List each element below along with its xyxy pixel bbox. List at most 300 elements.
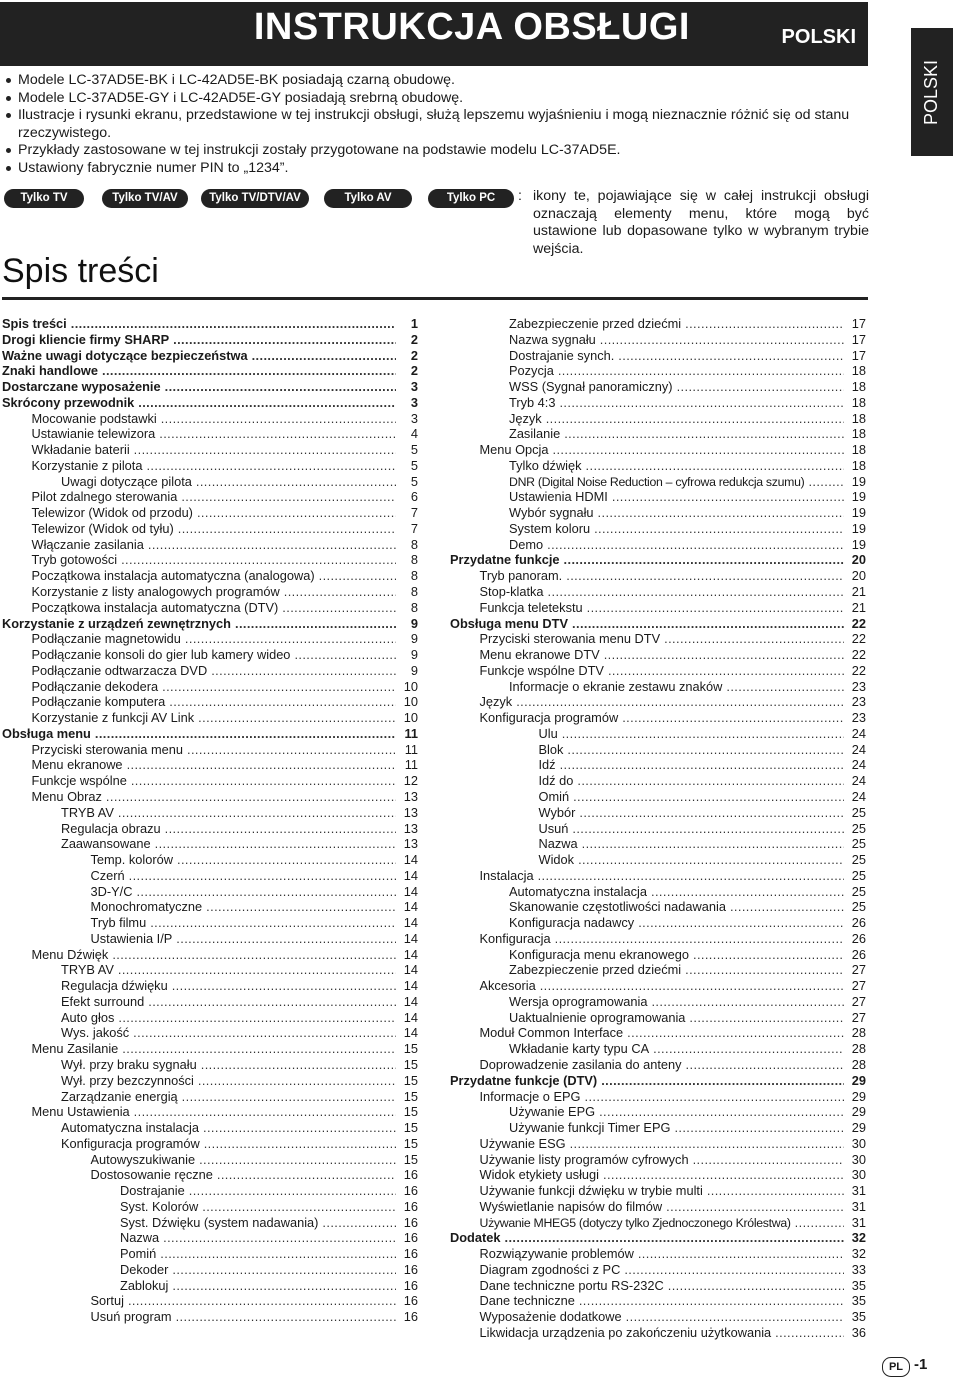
toc-entry-leader [677, 379, 844, 395]
toc-entry[interactable] [450, 505, 866, 521]
toc-entry[interactable] [450, 426, 866, 442]
toc-entry[interactable] [2, 994, 418, 1010]
toc-entry-title: Demo [509, 536, 544, 552]
toc-entry-title: Widok etykiety usługi [479, 1167, 599, 1183]
toc-entry-leader [579, 805, 844, 821]
toc-entry[interactable] [2, 1136, 418, 1152]
toc-entry-title: Menu ekranowe DTV [479, 647, 600, 663]
toc-entry[interactable] [450, 1215, 866, 1231]
badge-av-only: Tylko AV [324, 189, 412, 208]
toc-entry-title: Blok [538, 741, 564, 757]
toc-entry[interactable] [2, 789, 418, 805]
toc-entry[interactable] [2, 915, 418, 931]
toc-entry[interactable] [450, 773, 866, 789]
toc-entry-page: 31 [851, 1183, 866, 1199]
toc-entry[interactable] [2, 1057, 418, 1073]
toc-entry-leader [668, 1278, 844, 1294]
toc-entry[interactable] [450, 1183, 866, 1199]
toc-entry-leader [693, 1152, 844, 1168]
toc-entry[interactable] [2, 395, 418, 411]
toc-entry-page: 30 [851, 1135, 866, 1151]
toc-entry[interactable] [2, 1152, 418, 1168]
toc-entry-page: 22 [851, 647, 866, 663]
toc-entry[interactable] [2, 1167, 418, 1183]
toc-entry-leader [162, 679, 396, 695]
toc-entry[interactable] [450, 316, 866, 332]
toc-entry-leader [651, 994, 844, 1010]
badge-description: ikony te, pojawiające się w całej instrukcji obsługi oznaczają elementy menu, które mogą być ustawione lub dopasowane tylko w wybranym trybie wejścia. [533, 188, 869, 257]
toc-entry-page: 25 [851, 883, 866, 899]
toc-entry[interactable] [2, 962, 418, 978]
toc-entry-title: Informacje o EPG [479, 1088, 581, 1104]
toc-entry[interactable] [2, 884, 418, 900]
toc-entry[interactable] [2, 568, 418, 584]
toc-entry-page: 27 [851, 993, 866, 1009]
toc-entry-leader [161, 411, 396, 427]
toc-entry[interactable] [2, 474, 418, 490]
toc-entry[interactable] [2, 1010, 418, 1026]
toc-entry-leader [546, 411, 844, 427]
toc-entry-leader [131, 773, 396, 789]
toc-entry-title: Pozycja [509, 363, 554, 379]
toc-entry-title: Monochromatyczne [90, 899, 203, 915]
toc-entry-leader [548, 584, 844, 600]
toc-entry-leader [599, 1104, 844, 1120]
toc-entry-page: 25 [851, 820, 866, 836]
toc-entry-leader [572, 616, 844, 632]
toc-entry-title: Przydatne funkcje [450, 552, 560, 568]
toc-entry[interactable] [2, 616, 418, 632]
toc-entry[interactable] [2, 442, 418, 458]
toc-entry[interactable] [450, 710, 866, 726]
toc-entry[interactable] [450, 616, 866, 632]
toc-entry-title: Skrócony przewodnik [2, 394, 135, 410]
toc-entry[interactable] [450, 962, 866, 978]
toc-entry[interactable] [2, 1183, 418, 1199]
toc-entry-title: Uwagi dotyczące pilota [61, 473, 192, 489]
toc-entry[interactable] [450, 757, 866, 773]
toc-entry-title: Regulacja obrazu [61, 820, 161, 836]
toc-entry-title: Początkowa instalacja automatyczna (DTV) [31, 599, 279, 615]
toc-entry[interactable] [2, 1025, 418, 1041]
toc-entry[interactable] [2, 726, 418, 742]
toc-entry-title: Ulu [538, 725, 558, 741]
toc-entry[interactable] [450, 332, 866, 348]
toc-entry-title: Dostrajanie synch. [509, 347, 615, 363]
toc-entry-title: Dostrajanie [120, 1183, 185, 1199]
toc-entry[interactable] [2, 1278, 418, 1294]
toc-entry-leader [626, 1309, 844, 1325]
toc-entry-leader [624, 1262, 844, 1278]
toc-entry[interactable] [2, 584, 418, 600]
toc-entry-page: 14 [403, 993, 418, 1009]
intro-note: Ustawiony fabrycznie numer PIN to „1234”. [6, 160, 870, 178]
toc-entry[interactable] [450, 1167, 866, 1183]
toc-entry-title: Uaktualnienie oprogramowania [509, 1009, 686, 1025]
toc-entry[interactable] [2, 1104, 418, 1120]
toc-entry-title: Dostosowanie ręczne [90, 1167, 213, 1183]
toc-entry-leader [540, 978, 844, 994]
toc-entry-title: Tryb filmu [90, 915, 147, 931]
toc-entry-page: 13 [403, 836, 418, 852]
toc-entry[interactable] [450, 1025, 866, 1041]
toc-entry[interactable] [2, 773, 418, 789]
badge-tv-only: Tylko TV [4, 189, 84, 208]
toc-entry[interactable] [450, 1293, 866, 1309]
toc-entry-title: DNR (Digital Noise Reduction – cyfrowa redukcja szumu) [509, 474, 805, 489]
toc-entry[interactable] [450, 1089, 866, 1105]
toc-entry[interactable] [2, 1199, 418, 1215]
toc-entry[interactable] [450, 789, 866, 805]
toc-left-column [2, 316, 418, 1325]
toc-entry[interactable] [2, 426, 418, 442]
toc-entry[interactable] [450, 442, 866, 458]
toc-entry-leader [598, 505, 844, 521]
toc-entry-leader [165, 379, 396, 395]
toc-entry-page: 25 [851, 836, 866, 852]
toc-entry[interactable] [450, 379, 866, 395]
page-number: -1 [914, 1356, 928, 1373]
toc-entry-leader [189, 1183, 396, 1199]
toc-entry-leader [160, 1246, 396, 1262]
toc-entry[interactable] [2, 1293, 418, 1309]
toc-entry[interactable] [2, 805, 418, 821]
toc-entry-title: System koloru [509, 520, 591, 536]
toc-entry[interactable] [2, 489, 418, 505]
toc-entry[interactable] [2, 947, 418, 963]
toc-entry[interactable] [2, 411, 418, 427]
toc-entry[interactable] [450, 679, 866, 695]
toc-entry[interactable] [450, 1136, 866, 1152]
toc-entry[interactable] [450, 1073, 866, 1089]
toc-entry-page: 16 [403, 1230, 418, 1246]
toc-entry-leader [201, 1057, 396, 1073]
toc-entry[interactable] [2, 710, 418, 726]
toc-entry-leader [148, 537, 396, 553]
toc-entry-title: Język [479, 694, 513, 710]
toc-entry[interactable] [450, 552, 866, 568]
toc-entry-title: Język [509, 410, 542, 426]
toc-entry-leader [594, 521, 844, 537]
toc-entry-page: 15 [403, 1056, 418, 1072]
toc-entry-title: Dane techniczne portu RS-232C [479, 1277, 664, 1293]
toc-entry-title: Usuń program [90, 1309, 172, 1325]
toc-entry-page: 18 [851, 379, 866, 395]
header-bar [0, 2, 868, 66]
toc-heading: Spis treści [2, 252, 159, 290]
toc-entry[interactable] [2, 978, 418, 994]
toc-entry[interactable] [450, 1325, 866, 1341]
toc-entry[interactable] [2, 663, 418, 679]
toc-entry-page: 27 [851, 978, 866, 994]
toc-entry-page: 11 [404, 757, 418, 773]
toc-entry-leader [172, 978, 396, 994]
toc-entry-title: Rozwiązywanie problemów [479, 1246, 634, 1262]
toc-entry-leader [693, 947, 844, 963]
toc-entry-title: Menu Obraz [31, 788, 102, 804]
toc-entry-page: 14 [403, 930, 418, 946]
toc-entry[interactable] [2, 631, 418, 647]
toc-entry-title: Dekoder [120, 1261, 169, 1277]
toc-entry[interactable] [2, 316, 418, 332]
toc-entry-leader [622, 710, 844, 726]
toc-entry[interactable] [450, 474, 866, 490]
toc-entry[interactable] [450, 947, 866, 963]
toc-entry[interactable] [450, 978, 866, 994]
toc-entry[interactable] [2, 1309, 418, 1325]
toc-entry-title: Funkcje wspólne DTV [479, 662, 604, 678]
toc-entry-title: Menu Ustawienia [31, 1104, 130, 1120]
toc-entry[interactable] [450, 537, 866, 553]
toc-entry-page: 16 [403, 1261, 418, 1277]
toc-entry[interactable] [450, 1152, 866, 1168]
toc-entry-title: Skanowanie częstotliwości nadawania [509, 899, 726, 915]
toc-entry[interactable] [450, 647, 866, 663]
toc-entry-title: Spis treści [2, 316, 67, 331]
toc-entry-title: Używanie funkcji dźwięku w trybie multi [479, 1183, 703, 1199]
toc-entry-page: 13 [403, 820, 418, 836]
toc-entry[interactable] [2, 537, 418, 553]
toc-entry[interactable] [2, 852, 418, 868]
toc-entry[interactable] [450, 489, 866, 505]
toc-entry[interactable] [450, 1262, 866, 1278]
badge-tv-av-only: Tylko TV/AV [102, 189, 188, 208]
toc-entry-title: Menu Zasilanie [31, 1041, 119, 1057]
toc-entry-page: 13 [403, 788, 418, 804]
toc-entry-page: 31 [851, 1198, 866, 1214]
toc-entry[interactable] [2, 379, 418, 395]
toc-entry-title: Usuń [538, 820, 569, 836]
toc-entry-title: Widok [538, 852, 575, 868]
toc-entry-leader [627, 1025, 844, 1041]
toc-entry[interactable] [450, 884, 866, 900]
toc-entry[interactable] [2, 332, 418, 348]
toc-entry-leader [578, 852, 844, 868]
toc-entry-leader [185, 631, 396, 647]
toc-entry-title: Nazwa sygnału [509, 331, 596, 347]
toc-entry[interactable] [450, 1278, 866, 1294]
toc-entry-title: Zasilanie [509, 426, 561, 442]
toc-entry-title: Dostarczane wyposażenie [2, 379, 161, 395]
toc-entry-page: 28 [851, 1041, 866, 1057]
toc-entry-page: 2 [410, 363, 418, 379]
toc-entry[interactable] [2, 821, 418, 837]
toc-entry[interactable] [2, 757, 418, 773]
toc-entry[interactable] [2, 1246, 418, 1262]
toc-entry[interactable] [450, 568, 866, 584]
toc-entry-page: 14 [403, 1009, 418, 1025]
toc-entry[interactable] [450, 458, 866, 474]
toc-entry[interactable] [2, 1073, 418, 1089]
toc-entry[interactable] [2, 868, 418, 884]
toc-entry-page: 29 [851, 1120, 866, 1136]
toc-entry-leader [562, 726, 844, 742]
toc-entry[interactable] [2, 679, 418, 695]
toc-entry[interactable] [450, 1246, 866, 1262]
toc-entry-leader [282, 600, 396, 616]
toc-entry-page: 18 [851, 426, 866, 442]
toc-entry[interactable] [450, 663, 866, 679]
toc-entry[interactable] [450, 1104, 866, 1120]
toc-entry-title: Ważne uwagi dotyczące bezpieczeństwa [2, 347, 248, 363]
toc-entry-leader [118, 805, 396, 821]
toc-entry[interactable] [450, 1309, 866, 1325]
toc-entry-page: 30 [851, 1167, 866, 1183]
toc-entry[interactable] [450, 631, 866, 647]
toc-entry[interactable] [450, 805, 866, 821]
toc-entry-page: 16 [403, 1309, 418, 1325]
toc-entry[interactable] [450, 363, 866, 379]
toc-entry-page: 18 [851, 363, 866, 379]
toc-entry-leader [319, 568, 396, 584]
toc-entry[interactable] [2, 742, 418, 758]
toc-entry[interactable] [2, 348, 418, 364]
toc-entry[interactable] [450, 931, 866, 947]
toc-entry[interactable] [450, 1010, 866, 1026]
toc-entry[interactable] [450, 694, 866, 710]
toc-entry-title: Czerń [90, 867, 125, 883]
toc-entry-leader [808, 474, 844, 490]
toc-entry[interactable] [450, 726, 866, 742]
toc-entry-title: Wył. przy braku sygnału [61, 1056, 197, 1072]
language-side-tab [911, 28, 953, 156]
intro-note: Przykłady zastosowane w tej instrukcji zostały przygotowane na podstawie modelu LC-37AD5E. [6, 142, 870, 160]
toc-entry-page: 20 [851, 552, 866, 568]
toc-entry[interactable] [2, 505, 418, 521]
toc-entry-page: 31 [851, 1214, 866, 1230]
toc-entry-page: 24 [851, 741, 866, 757]
toc-entry-title: Zabezpieczenie przed dziećmi [509, 316, 682, 331]
toc-entry-leader [197, 505, 396, 521]
toc-entry-title: Automatyczna instalacja [61, 1120, 199, 1136]
toc-entry[interactable] [2, 1041, 418, 1057]
toc-entry[interactable] [450, 521, 866, 537]
toc-entry-leader [163, 1230, 396, 1246]
toc-entry[interactable] [450, 348, 866, 364]
toc-entry[interactable] [2, 458, 418, 474]
toc-entry[interactable] [450, 994, 866, 1010]
toc-entry[interactable] [450, 395, 866, 411]
toc-entry-leader [651, 884, 844, 900]
intro-notes-list [6, 72, 870, 177]
toc-entry-title: Zablokuj [120, 1277, 169, 1293]
toc-entry[interactable] [450, 899, 866, 915]
toc-entry[interactable] [450, 915, 866, 931]
toc-entry-leader [165, 821, 396, 837]
toc-entry-page: 24 [851, 788, 866, 804]
toc-entry-leader [577, 773, 844, 789]
toc-entry-page: 18 [851, 410, 866, 426]
toc-entry-title: Idź do [538, 773, 574, 789]
toc-entry-leader [538, 868, 844, 884]
toc-entry-page: 8 [410, 568, 418, 584]
toc-entry[interactable] [450, 1041, 866, 1057]
toc-entry-page: 36 [851, 1325, 866, 1340]
intro-note: Ilustracje i rysunki ekranu, przedstawione w tej instrukcji obsługi, służą lepszemu wyjaśnieniu i mogą nieznacznie różnić się od stanu rzeczywistego. [6, 107, 870, 142]
toc-entry[interactable] [450, 852, 866, 868]
toc-entry-title: Temp. kolorów [90, 852, 173, 868]
toc-entry[interactable] [2, 1120, 418, 1136]
toc-entry[interactable] [2, 1215, 418, 1231]
toc-entry-title: Korzystanie z pilota [31, 457, 143, 473]
toc-entry[interactable] [2, 363, 418, 379]
badge-pc-only: Tylko PC [428, 189, 514, 208]
toc-entry-page: 21 [851, 584, 866, 600]
toc-entry[interactable] [450, 1057, 866, 1073]
toc-entry-leader [322, 1215, 396, 1231]
toc-entry[interactable] [2, 647, 418, 663]
toc-entry-page: 29 [851, 1072, 866, 1088]
toc-entry-page: 9 [410, 647, 418, 663]
toc-entry-title: Drogi kliencie firmy SHARP [2, 331, 170, 347]
toc-entry[interactable] [450, 868, 866, 884]
toc-entry[interactable] [2, 1230, 418, 1246]
toc-entry[interactable] [450, 1230, 866, 1246]
toc-entry-page: 22 [851, 662, 866, 678]
toc-entry-title: Ustawienia HDMI [509, 489, 608, 505]
toc-entry[interactable] [2, 836, 418, 852]
toc-entry[interactable] [450, 584, 866, 600]
toc-entry-page: 5 [410, 442, 418, 458]
toc-entry[interactable] [2, 1089, 418, 1105]
toc-entry-page: 22 [851, 615, 866, 631]
toc-entry-title: Przyciski sterowania menu [31, 741, 183, 757]
toc-entry[interactable] [2, 1262, 418, 1278]
toc-entry[interactable] [2, 521, 418, 537]
toc-entry[interactable] [450, 1120, 866, 1136]
document-title: INSTRUKCJA OBSŁUGI [253, 6, 690, 48]
toc-entry[interactable] [2, 552, 418, 568]
toc-entry[interactable] [2, 694, 418, 710]
toc-entry-title: Autowyszukiwanie [90, 1151, 196, 1167]
toc-entry-page: 14 [403, 946, 418, 962]
toc-entry-leader [211, 663, 396, 679]
toc-entry-page: 35 [851, 1277, 866, 1293]
toc-entry[interactable] [450, 821, 866, 837]
toc-entry-title: Sortuj [90, 1293, 124, 1309]
toc-entry[interactable] [450, 600, 866, 616]
toc-entry-title: Auto głos [61, 1009, 115, 1025]
toc-entry-leader [206, 899, 396, 915]
toc-entry-page: 23 [851, 694, 866, 710]
toc-entry-page: 7 [410, 505, 418, 521]
toc-entry-page: 17 [851, 316, 866, 331]
toc-entry[interactable] [450, 836, 866, 852]
toc-entry-title: Tryb 4:3 [509, 394, 556, 410]
toc-entry[interactable] [450, 1199, 866, 1215]
toc-entry-page: 35 [851, 1293, 866, 1309]
toc-entry-title: Regulacja dźwięku [61, 978, 168, 994]
toc-entry-leader [726, 679, 844, 695]
toc-entry-page: 2 [410, 347, 418, 363]
toc-entry-leader [553, 442, 845, 458]
toc-entry-title: Dane techniczne [479, 1293, 575, 1309]
toc-entry-title: Omiń [538, 788, 570, 804]
toc-entry[interactable] [2, 600, 418, 616]
toc-entry-leader [775, 1325, 844, 1341]
toc-entry-title: Dodatek [450, 1230, 501, 1246]
toc-entry-page: 19 [851, 473, 866, 489]
toc-entry-title: Idź [538, 757, 556, 773]
toc-entry-leader [638, 1246, 844, 1262]
toc-entry[interactable] [450, 742, 866, 758]
toc-entry-page: 1 [410, 316, 418, 331]
toc-entry[interactable] [2, 931, 418, 947]
toc-entry[interactable] [2, 899, 418, 915]
toc-entry[interactable] [450, 411, 866, 427]
toc-entry-leader [172, 1262, 396, 1278]
toc-entry-leader [579, 1293, 844, 1309]
